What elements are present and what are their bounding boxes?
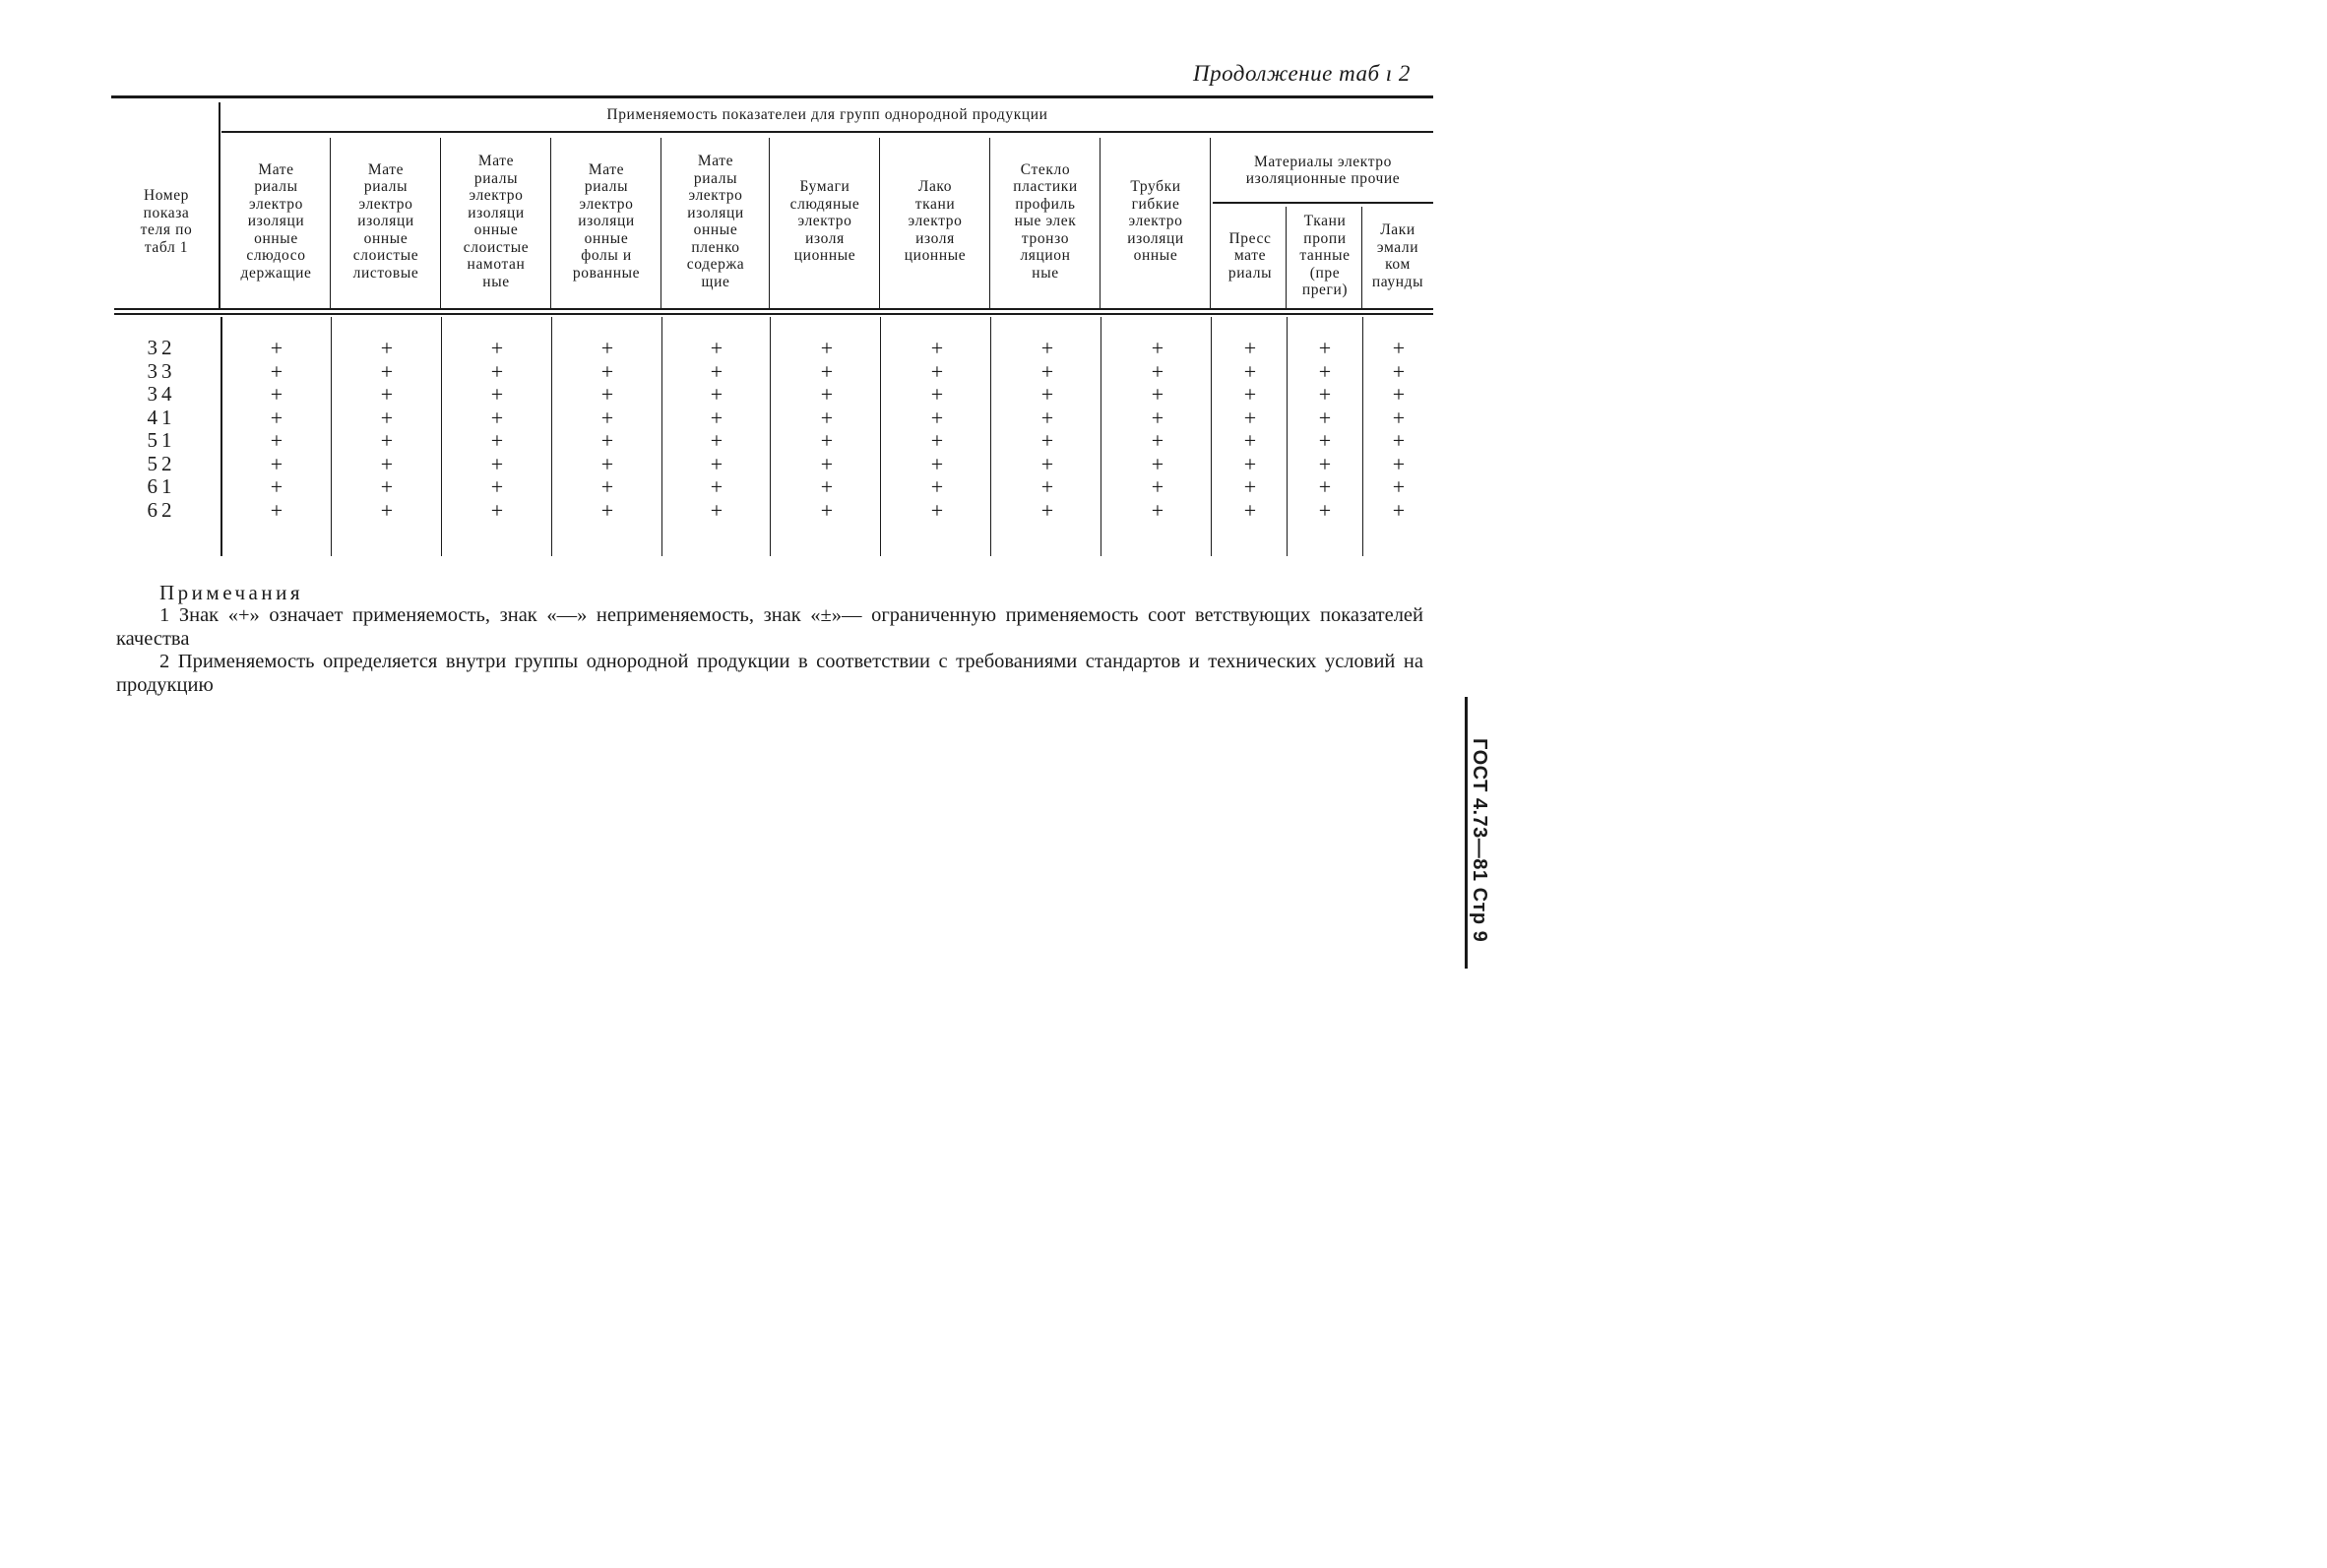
column-header-2: Мате риалы электро изоляци онные слоистые листовые [352, 160, 419, 282]
table-cell: + [490, 474, 504, 499]
table-cell: + [1318, 428, 1332, 453]
table-cell: + [1243, 382, 1257, 407]
table-cell: + [490, 405, 504, 430]
header-divider [1100, 138, 1101, 308]
table-cell: + [1040, 428, 1054, 453]
header-divider [330, 138, 331, 308]
table-cell: + [600, 428, 614, 453]
table-caption: Продолжение таб ı 2 [1193, 61, 1411, 86]
body-divider [1362, 317, 1363, 556]
table-cell: + [820, 451, 834, 476]
table-cell: + [1392, 382, 1406, 407]
table-cell: + [1040, 474, 1054, 499]
table-cell: + [1040, 497, 1054, 523]
table-cell: + [930, 336, 944, 360]
body-divider [1211, 317, 1212, 556]
subgroup-header-rule [1213, 202, 1433, 204]
table-cell: + [820, 405, 834, 430]
table-cell: + [270, 336, 283, 360]
row-number: 32 [147, 336, 176, 359]
table-cell: + [1151, 405, 1164, 430]
table-cell: + [1318, 358, 1332, 384]
row-number: 52 [147, 451, 176, 475]
header-divider [879, 138, 880, 308]
table-cell: + [1243, 428, 1257, 453]
table-cell: + [710, 336, 723, 360]
table-cell: + [1392, 336, 1406, 360]
table-cell: + [820, 382, 834, 407]
body-divider [990, 317, 991, 556]
table-cell: + [930, 474, 944, 499]
table-cell: + [270, 497, 283, 523]
header-divider [1210, 138, 1211, 308]
row-number: 62 [147, 497, 176, 522]
table-cell: + [930, 382, 944, 407]
header-divider [440, 138, 441, 308]
table-cell: + [1040, 336, 1054, 360]
table-cell: + [1318, 336, 1332, 360]
header-divider [1361, 207, 1362, 308]
table-cell: + [1151, 382, 1164, 407]
row-number: 61 [147, 474, 176, 498]
body-divider [661, 317, 662, 556]
table-cell: + [710, 474, 723, 499]
table-cell: + [490, 451, 504, 476]
table-cell: + [1392, 474, 1406, 499]
table-cell: + [600, 382, 614, 407]
table-cell: + [1040, 382, 1054, 407]
table-cell: + [1151, 474, 1164, 499]
header-divider [660, 138, 661, 308]
table-cell: + [270, 405, 283, 430]
table-cell: + [1151, 451, 1164, 476]
notes [116, 581, 1423, 697]
body-divider [441, 317, 442, 556]
table-cell: + [270, 451, 283, 476]
table-cell: + [600, 336, 614, 360]
table-cell: + [270, 382, 283, 407]
table-cell: + [380, 382, 394, 407]
table-cell: + [270, 428, 283, 453]
column-header-1: Мате риалы электро изоляци онные слюдосо держащие [240, 160, 312, 282]
table-cell: + [380, 336, 394, 360]
body-divider [220, 317, 222, 556]
table-cell: + [1318, 474, 1332, 499]
table-cell: + [930, 451, 944, 476]
table-cell: + [1318, 405, 1332, 430]
body-divider [331, 317, 332, 556]
header-divider [219, 102, 220, 308]
table-cell: + [1392, 405, 1406, 430]
table-cell: + [270, 474, 283, 499]
side-label-text: ГОСТ 4.73—81 Стр 9 [1469, 738, 1490, 943]
table-cell: + [1151, 428, 1164, 453]
table-cell: + [1392, 497, 1406, 523]
table-cell: + [820, 497, 834, 523]
table-cell: + [380, 428, 394, 453]
table-cell: + [710, 405, 723, 430]
table-cell: + [1151, 497, 1164, 523]
subcolumn-header-1: Пресс мате риалы [1227, 229, 1273, 282]
table-cell: + [600, 497, 614, 523]
page-side-label [1465, 738, 1490, 974]
row-number-header: Номер показа теля по табл 1 [140, 187, 193, 256]
table-cell: + [930, 497, 944, 523]
header-divider [1286, 207, 1287, 308]
subgroup-header: Материалы электро изоляционные прочие [1245, 153, 1401, 187]
table-cell: + [1040, 358, 1054, 384]
header-bottom-rule [114, 308, 1433, 310]
table-cell: + [600, 358, 614, 384]
table-cell: + [1243, 405, 1257, 430]
table-cell: + [820, 336, 834, 360]
table-cell: + [820, 358, 834, 384]
column-header-9: Трубки гибкие электро изоляци онные [1127, 178, 1184, 265]
table-cell: + [1318, 382, 1332, 407]
table-cell: + [380, 451, 394, 476]
column-header-4: Мате риалы электро изоляци онные фолы и рованные [572, 160, 641, 282]
body-divider [880, 317, 881, 556]
table-cell: + [1392, 358, 1406, 384]
subcolumn-header-2: Ткани пропи танные (пре преги) [1299, 213, 1351, 299]
header-bottom-rule-double [114, 313, 1433, 315]
row-number: 33 [147, 358, 176, 383]
table-cell: + [1151, 336, 1164, 360]
table-cell: + [820, 428, 834, 453]
column-header-5: Мате риалы электро изоляци онные пленко содержа щие [686, 153, 745, 290]
table-cell: + [490, 336, 504, 360]
column-header-7: Лако ткани электро изоля ционные [904, 178, 967, 265]
table-cell: + [1040, 451, 1054, 476]
table-top-rule [111, 95, 1433, 98]
table-cell: + [930, 405, 944, 430]
table-cell: + [1040, 405, 1054, 430]
row-number: 51 [147, 428, 176, 452]
table-cell: + [1392, 428, 1406, 453]
table-cell: + [600, 474, 614, 499]
table-cell: + [270, 358, 283, 384]
table-cell: + [1151, 358, 1164, 384]
column-header-8: Стекло пластики профиль ные элек тронзо ляцион ные [1013, 160, 1078, 282]
row-number: 34 [147, 382, 176, 406]
column-header-6: Бумаги слюдяные электро изоля ционные [789, 178, 860, 265]
table-cell: + [380, 474, 394, 499]
table-cell: + [490, 382, 504, 407]
table-cell: + [1243, 358, 1257, 384]
note-1: 1 Знак «+» означает применяемость, знак «—» неприменяемость, знак «±»— ограниченную применяемость соот ветствующих показателей качества [116, 604, 1423, 650]
group-header-rule [221, 131, 1433, 133]
body-divider [1287, 317, 1288, 556]
table-cell: + [710, 497, 723, 523]
table-cell: + [820, 474, 834, 499]
table-cell: + [710, 382, 723, 407]
body-divider [770, 317, 771, 556]
header-divider [989, 138, 990, 308]
table-cell: + [930, 358, 944, 384]
table-cell: + [490, 497, 504, 523]
table-cell: + [380, 358, 394, 384]
table-cell: + [380, 405, 394, 430]
header-divider [769, 138, 770, 308]
table-cell: + [490, 428, 504, 453]
table-cell: + [710, 428, 723, 453]
group-header: Применяемость показателеи для групп однородной продукции [606, 106, 1048, 124]
table-cell: + [930, 428, 944, 453]
table-cell: + [710, 358, 723, 384]
table-cell: + [600, 451, 614, 476]
table-cell: + [1243, 497, 1257, 523]
table-cell: + [1243, 474, 1257, 499]
table-cell: + [1243, 451, 1257, 476]
table-cell: + [1243, 336, 1257, 360]
column-header-3: Мате риалы электро изоляци онные слоистые намотан ные [463, 153, 530, 290]
subcolumn-header-3: Лаки эмали ком паунды [1371, 221, 1424, 290]
notes-title: Примечания [159, 581, 304, 604]
table-cell: + [1318, 497, 1332, 523]
table-cell: + [1392, 451, 1406, 476]
table-cell: + [1318, 451, 1332, 476]
table-cell: + [490, 358, 504, 384]
body-divider [551, 317, 552, 556]
table-cell: + [710, 451, 723, 476]
row-number: 41 [147, 405, 176, 429]
table-cell: + [380, 497, 394, 523]
table-cell: + [600, 405, 614, 430]
header-divider [550, 138, 551, 308]
note-2: 2 Применяемость определяется внутри группы однородной продукции в соответствии с требованиями стандартов и технических условий на продукцию [116, 651, 1423, 696]
